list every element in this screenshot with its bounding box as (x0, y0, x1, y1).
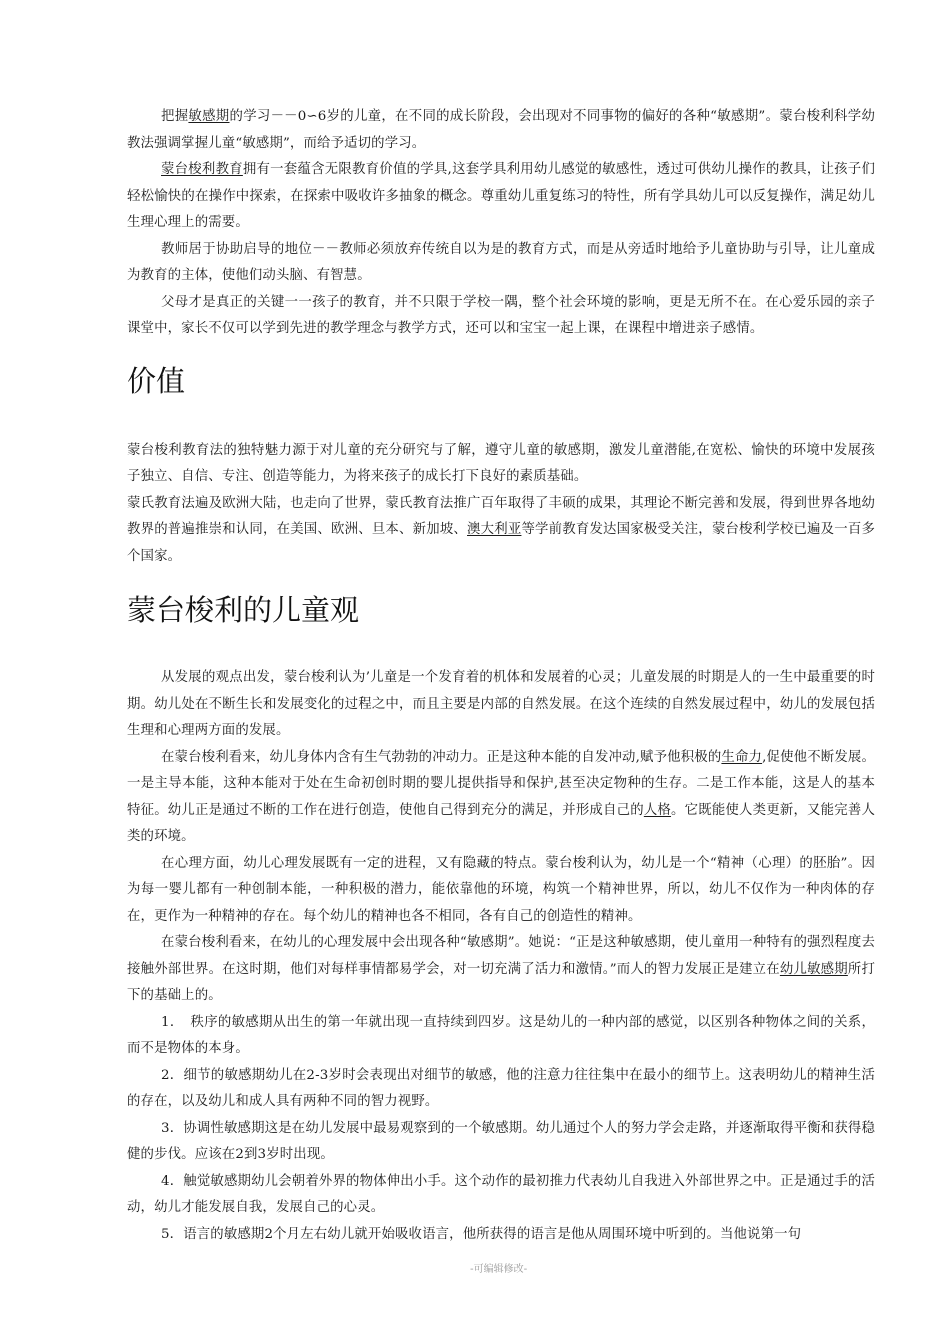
link-sensitive-period[interactable]: 敏感期 (188, 109, 230, 124)
childview-paragraph-3: 在心理方面，幼儿心理发展既有一定的进程，又有隐藏的特点。蒙台梭利认为，幼儿是一个“精神（心理）的胚胎”。因为每一婴儿都有一种创制本能，一种积极的潜力，能依靠他的环境，构筑一个精神世界，所以，幼儿不仅作为一种肉体的存在，更作为一种精神的存在。每个幼儿的精神也各不相同，各有自己的创造性的精神。 (127, 855, 875, 924)
text: 把握 (161, 109, 189, 124)
childview-paragraph-1: 从发展的观点出发，蒙台梭利认为’儿童是一个发育着的机体和发展着的心灵；儿童发展的时期是人的一生中最重要的时期。幼儿处在不断生长和发展变化的过程之中，而且主要是内部的自然发展。在这个连续的自然发展过程中，幼儿的发展包括生理和心理两方面的发展。 (127, 670, 875, 738)
value-paragraph-2 (127, 491, 875, 571)
text: 拥有一套蕴含无限教育价值的学具,这套学具利用幼儿感觉的敏感性，透过可供幼儿操作的教具，让孩子们轻松愉快的在操作中探索，在探索中吸收许多抽象的概念。尊重幼儿重复练习的特性，所有学具幼儿可以反复操作，满足幼儿生理心理上的需要。 (127, 162, 875, 230)
text: 在蒙台梭利看来，幼儿身体内含有生气勃勃的冲动力。正是这种本能的自发冲动,赋予他积极的 (161, 749, 722, 765)
text: 在蒙台梭利看来，在幼儿的心理发展中会出现各种“敏感期”。她说：“正是这种敏感期，使儿童用一种特有的强烈程度去接触外部世界。在这时期，他们对每样事情都易学会，对一切充满了活力和激情。”而人的智力发展正是建立在 (127, 935, 875, 977)
section-heading-value: 价值 (127, 363, 186, 398)
list-item-touch: 4．触觉敏感期幼儿会朝着外界的物体伸出小手。这个动作的最初推力代表幼儿自我进入外部世界之中。正是通过手的活动，幼儿才能发展自我，发展自己的心灵。 (127, 1173, 875, 1215)
link-personality[interactable]: 人格 (643, 802, 672, 818)
list-item-coordination: 3．协调性敏感期这是在幼儿发展中最易观察到的一个敏感期。幼儿通过个人的努力学会走路，并逐渐取得平衡和获得稳健的步伐。应该在2到3岁时出现。 (127, 1120, 875, 1162)
link-montessori-education[interactable]: 蒙台梭利教育 (161, 162, 243, 177)
section-heading-childview: 蒙台梭利的儿童观 (127, 593, 360, 627)
text: 。它既能使人类更新，又能完善人类的环境。 (127, 802, 875, 844)
intro-paragraph-4: 父母才是真正的关键一一孩子的教育，并不只限于学校一隅，整个社会环境的影响，更是无所不在。在心爱乐园的亲子课堂中，家长不仅可以学到先进的教学理念与教学方式，还可以和宝宝一起上课，在课程中增进亲子感情。 (127, 294, 875, 336)
list-item-order: 1． 秩序的敏感期从出生的第一年就出现一直持续到四岁。这是幼儿的一种内部的感觉，以区别各种物体之间的关系，而不是物体的本身。 (127, 1014, 875, 1056)
text: 等学前教育发达国家极受关注，蒙台梭利学校已遍及一百多个国家。 (127, 522, 875, 564)
value-paragraph-1: 蒙台梭利教育法的独特魅力源于对儿童的充分研究与了解，遵守儿童的敏感期，激发儿童潜能,在宽松、愉快的环境中发展孩子独立、自信、专注、创造等能力，为将来孩子的成长打下良好的素质基础。 (127, 442, 875, 484)
childview-paragraph-2 (127, 745, 875, 851)
document-body (127, 104, 875, 1248)
childview-paragraph-4 (127, 930, 875, 1010)
text: ,促使他不断发展。一是主导本能，这种本能对于处在生命初创时期的婴儿提供指导和保护,甚至决定物种的生存。二是工作本能，这是人的基本特征。幼儿正是通过不断的工作在进行创造，使他自己得到充分的满足，并形成自己的 (127, 749, 876, 818)
intro-paragraph-2 (127, 157, 875, 237)
list-item-detail: 2．细节的敏感期幼儿在2-3岁时会表现出对细节的敏感，他的注意力往往集中在最小的细节上。这表明幼儿的精神生活的存在，以及幼儿和成人具有两种不同的智力视野。 (127, 1067, 875, 1109)
intro-paragraph-1 (127, 104, 875, 157)
link-child-sensitive-period[interactable]: 幼儿敏感期 (779, 961, 848, 977)
page-footer: -可编辑修改- (470, 1264, 528, 1275)
text: 蒙氏教育法遍及欧洲大陆，也走向了世界，蒙氏教育法推广百年取得了丰硕的成果，其理论不断完善和发展，得到世界各地幼教界的普遍推崇和认同，在美国、欧洲、旦本、新加坡、 (127, 495, 875, 537)
text: 所打下的基础上的。 (127, 961, 875, 1003)
link-australia[interactable]: 澳大利亚 (467, 522, 522, 537)
intro-paragraph-3: 教师居于协助启导的地位－－教师必须放弃传统自以为是的教育方式，而是从旁适时地给予儿童协助与引导，让儿童成为教育的主体，使他们动头脑、有智慧。 (127, 241, 875, 283)
link-vitality[interactable]: 生命力 (721, 749, 763, 765)
text: 的学习－－0∽6岁的儿童，在不同的成长阶段，会出现对不同事物的偏好的各种“敏感期”。蒙台梭利科学幼教法强调掌握儿童“敏感期”，而给予适切的学习。 (127, 109, 876, 151)
list-item-language: 5．语言的敏感期2个月左右幼儿就开始吸收语言，他所获得的语言是他从周围环境中听到的。当他说第一句 (161, 1226, 802, 1242)
